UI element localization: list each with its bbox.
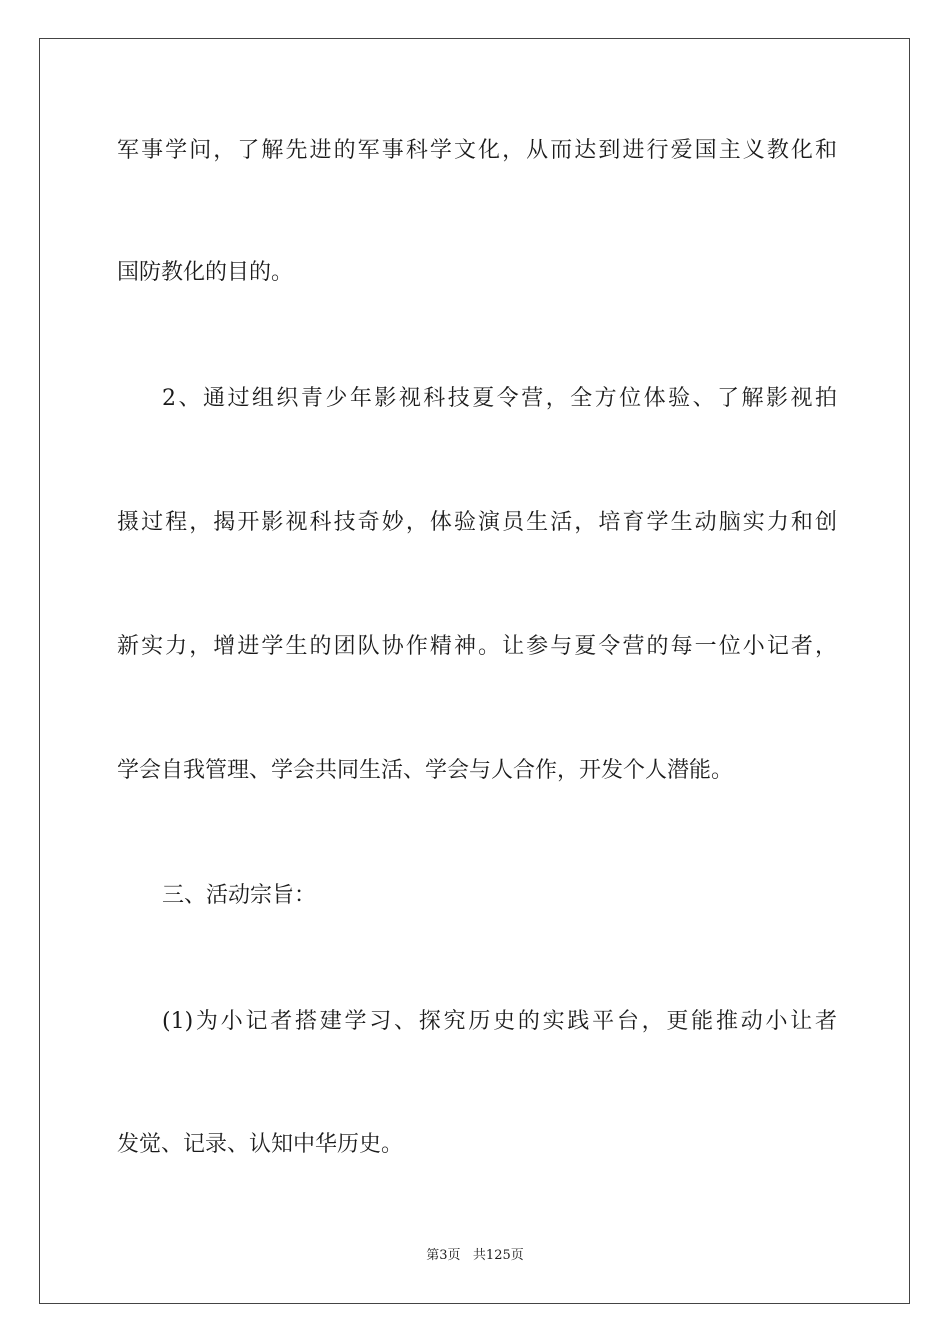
text-line-3: 2、通过组织青少年影视科技夏令营，全方位体验、了解影视拍 — [162, 386, 837, 411]
text-line-4: 摄过程，揭开影视科技奇妙，体验演员生活，培育学生动脑实力和创 — [117, 510, 837, 535]
page-frame — [39, 38, 910, 1304]
text-line-5: 新实力，增进学生的团队协作精神。让参与夏令营的每一位小记者， — [117, 634, 837, 659]
text-line-9: 发觉、记录、认知中华历史。 — [117, 1132, 404, 1157]
text-line-6: 学会自我管理、学会共同生活、学会与人合作，开发个人潜能。 — [117, 758, 734, 783]
section-heading: 三、活动宗旨： — [162, 883, 317, 908]
page-number-footer: 第3页 共125页 — [426, 1248, 524, 1263]
text-line-2: 国防教化的目的。 — [117, 260, 294, 285]
text-line-8: (1)为小记者搭建学习、探究历史的实践平台，更能推动小让者 — [162, 1009, 837, 1034]
text-line-1: 军事学问，了解先进的军事科学文化，从而达到进行爱国主义教化和 — [117, 138, 837, 163]
